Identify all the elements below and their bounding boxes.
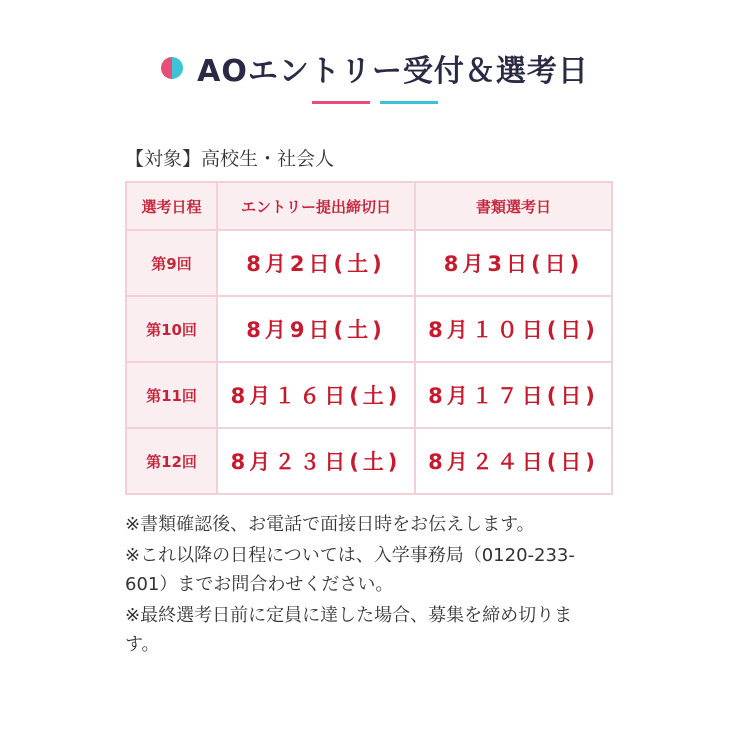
page-title: AOエントリー受付＆選考日 — [197, 54, 589, 89]
half-circle-icon — [161, 57, 183, 79]
header-entry-deadline: エントリー提出締切日 — [217, 182, 415, 230]
header-round: 選考日程 — [126, 182, 217, 230]
target-label: 【対象】高校生・社会人 — [125, 148, 335, 170]
note-contact: ※これ以降の日程については、入学事務局（0120-233-601）までお問合わせください。 — [125, 544, 575, 595]
table-row — [126, 230, 612, 296]
underline-pink — [312, 101, 370, 104]
header-review-date: 書類選考日 — [415, 182, 612, 230]
table-header-row — [126, 182, 612, 230]
entry-deadline-cell: 8月２３日(土) — [217, 428, 415, 494]
note-capacity: ※最終選考日前に定員に達した場合、募集を締め切ります。 — [125, 604, 573, 655]
section-header — [0, 46, 750, 90]
entry-deadline-cell: 8月１６日(土) — [217, 362, 415, 428]
notes-section — [125, 510, 595, 661]
underline-cyan — [380, 101, 438, 104]
title-row — [161, 46, 589, 90]
round-cell: 第12回 — [126, 428, 217, 494]
entry-deadline-cell: 8月9日(土) — [217, 296, 415, 362]
review-date-cell: 8月１７日(日) — [415, 362, 612, 428]
note-interview: ※書類確認後、お電話で面接日時をお伝えします。 — [125, 514, 535, 535]
table-row — [126, 296, 612, 362]
entry-deadline-cell: 8月2日(土) — [217, 230, 415, 296]
schedule-table — [125, 181, 613, 495]
table-row — [126, 428, 612, 494]
round-cell: 第10回 — [126, 296, 217, 362]
review-date-cell: 8月１０日(日) — [415, 296, 612, 362]
review-date-cell: 8月２４日(日) — [415, 428, 612, 494]
title-underline — [0, 101, 750, 104]
round-cell: 第11回 — [126, 362, 217, 428]
review-date-cell: 8月3日(日) — [415, 230, 612, 296]
round-cell: 第9回 — [126, 230, 217, 296]
table-row — [126, 362, 612, 428]
